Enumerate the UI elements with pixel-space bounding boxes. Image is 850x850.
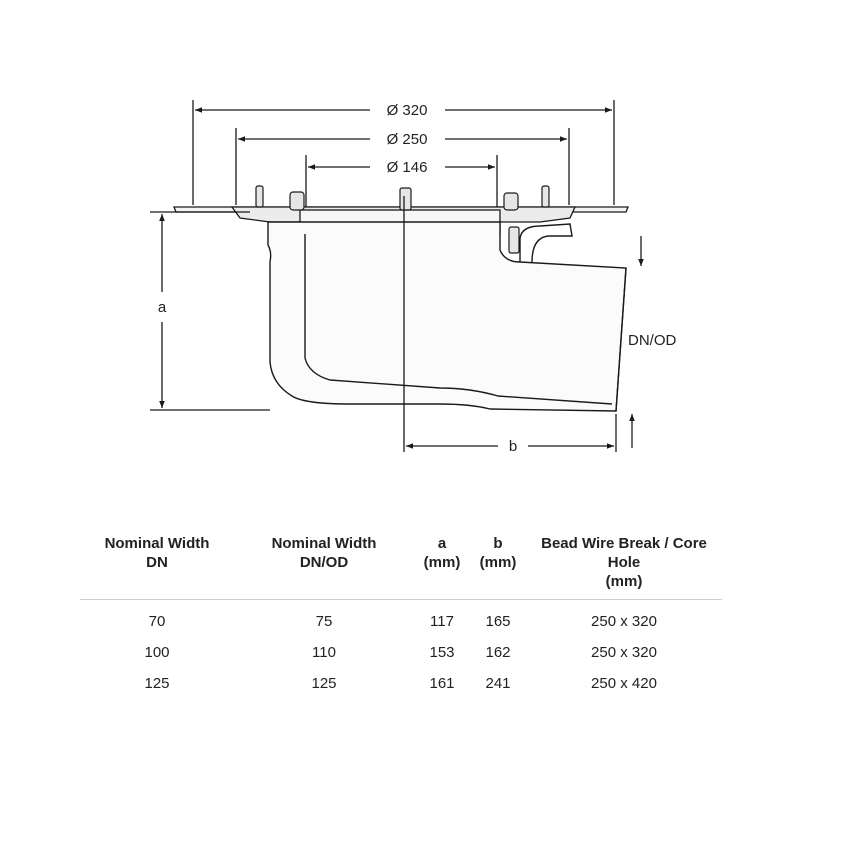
cell-a: 153 <box>429 644 455 661</box>
cell-dn: 100 <box>144 644 170 661</box>
cell-dnod: 75 <box>315 613 333 630</box>
table-header-row <box>80 530 722 600</box>
dimension-b-label: b <box>508 438 518 455</box>
cell-b: 241 <box>485 675 511 692</box>
cell-dnod: 125 <box>311 675 337 692</box>
cell-b: 165 <box>485 613 511 630</box>
table-row <box>80 637 722 668</box>
dimension-a-label: a <box>157 299 167 316</box>
cell-a: 117 <box>430 613 454 630</box>
table-row <box>80 600 722 638</box>
outlet-label: DN/OD <box>628 332 677 349</box>
header-nominal-width-dnod: Nominal Width DN/OD <box>271 535 377 571</box>
cell-dn: 70 <box>148 613 166 630</box>
table-row <box>80 668 722 699</box>
cell-core-hole: 250 x 320 <box>591 613 657 630</box>
dimension-outer-label: Ø 320 <box>386 102 428 119</box>
drain-body <box>268 222 626 411</box>
cell-core-hole: 250 x 320 <box>591 644 657 661</box>
cell-dnod: 110 <box>312 644 336 661</box>
header-core-hole: Bead Wire Break / Core Hole (mm) <box>541 535 707 590</box>
cell-dn: 125 <box>144 675 170 692</box>
cell-a: 161 <box>429 675 455 692</box>
header-nominal-width-dn: Nominal Width DN <box>104 535 210 571</box>
dimension-a <box>150 212 270 410</box>
header-a: a (mm) <box>423 535 461 571</box>
cell-core-hole: 250 x 420 <box>591 675 657 692</box>
dimension-inner-label: Ø 146 <box>386 159 428 176</box>
header-b: b (mm) <box>479 535 517 571</box>
dimension-mid-label: Ø 250 <box>386 131 428 148</box>
cell-b: 162 <box>485 644 511 661</box>
specification-table <box>80 530 722 699</box>
